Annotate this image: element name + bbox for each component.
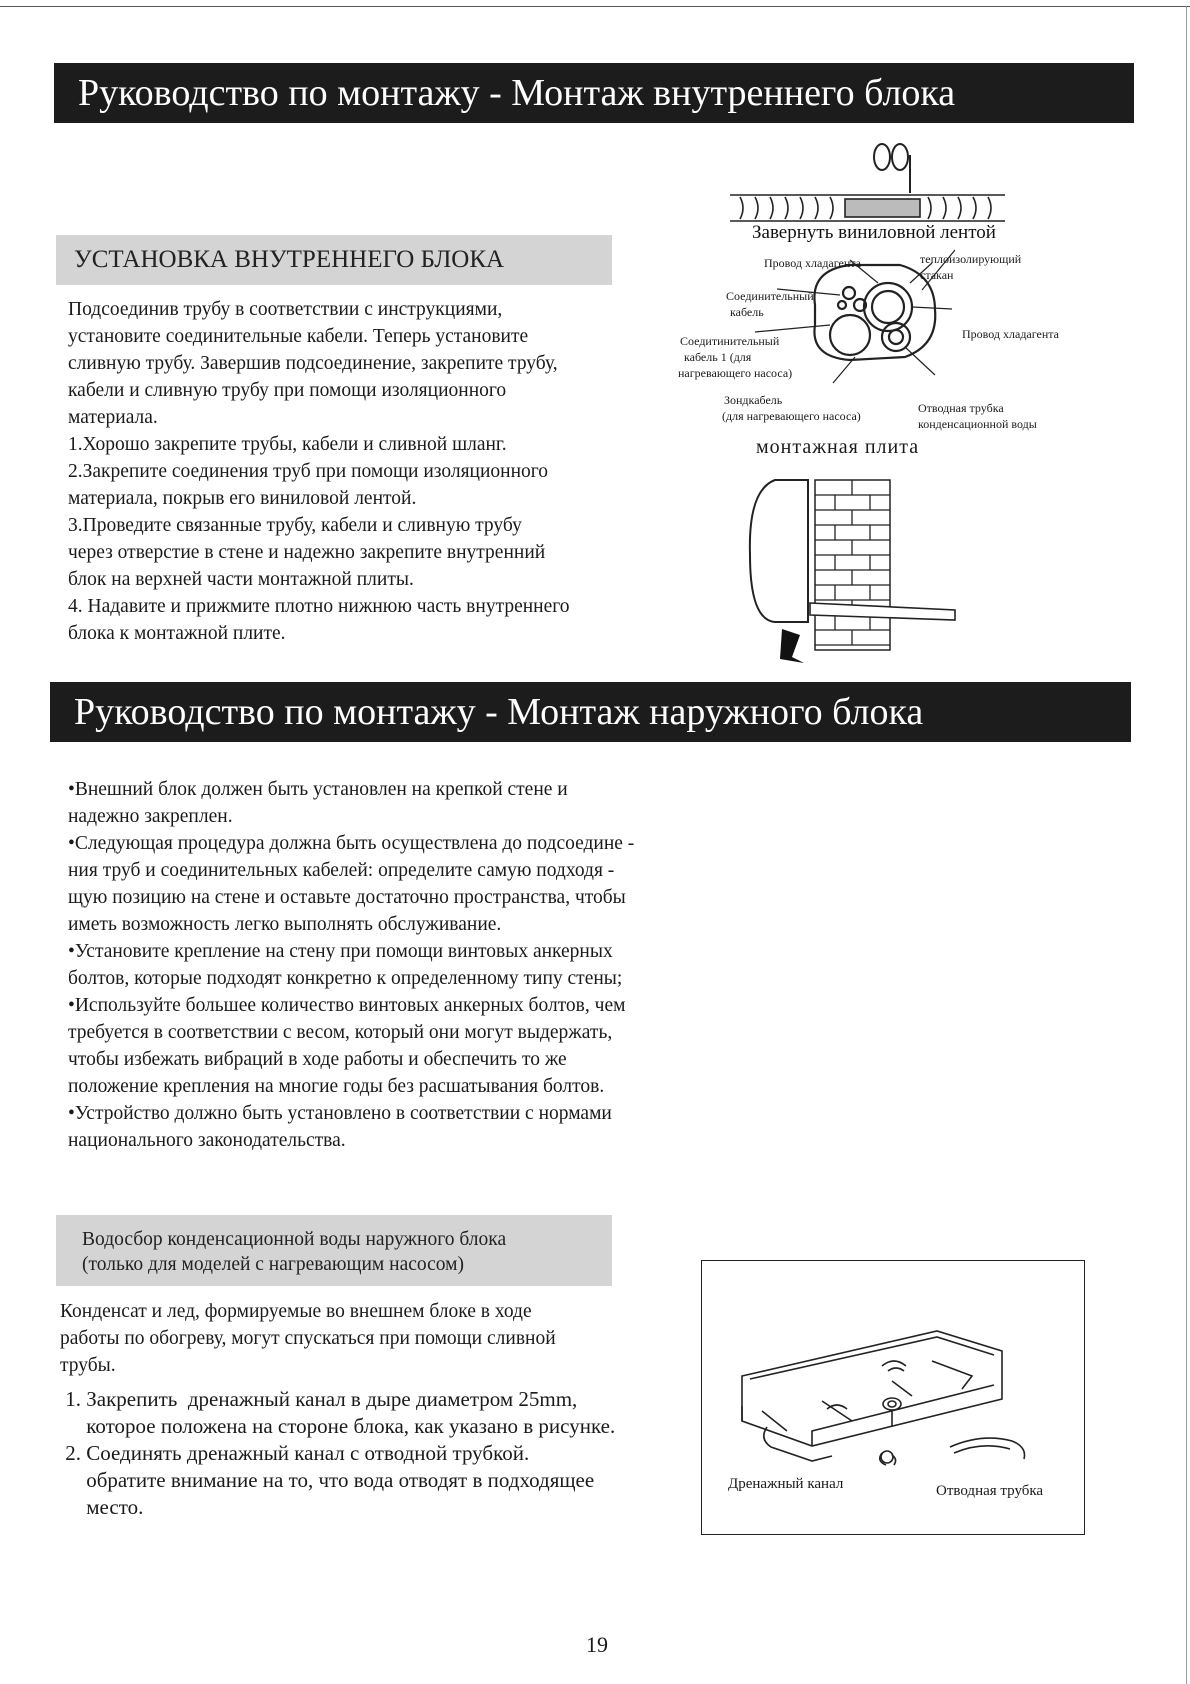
- text-line: •Установите крепление на стену при помощи винтовых анкерных: [68, 941, 613, 962]
- wrap-label: Завернуть виниловной лентой: [752, 222, 996, 243]
- text-line: 1.Хорошо закрепите трубы, кабели и сливной шланг.: [68, 434, 507, 455]
- text-line: блок на верхней части монтажной плиты.: [68, 569, 414, 590]
- tape-coil-drawing: [874, 144, 910, 193]
- text-line: требуется в соответствии с весом, который они могут выдержать,: [68, 1022, 613, 1043]
- text-line: •Следующая процедура должна быть осуществлена до подсоедине -: [68, 833, 635, 854]
- text-line: ния труб и соединительных кабелей: определите самую подходя -: [68, 860, 615, 881]
- page-number: 19: [586, 1632, 608, 1657]
- label-mounting-plate: монтажная плита: [756, 436, 920, 458]
- text-line: 2. Соединять дренажный канал с отводной трубкой.: [60, 1441, 530, 1465]
- right-rule: [1186, 6, 1187, 1684]
- text-line: положение крепления на многие годы без расшатывания болтов.: [68, 1076, 605, 1097]
- text-line: сливную трубу. Завершив подсоединение, закрепите трубу,: [68, 353, 558, 374]
- label-drain-b: конденсационной воды: [918, 417, 1037, 431]
- text-line: работы по обогреву, могут спускаться при помощи сливной: [60, 1328, 556, 1349]
- section-title-indoor: Руководство по монтажу - Монтаж внутреннего блока: [54, 63, 1134, 123]
- text-line: Подсоединив трубу в соответствии с инструкциями,: [68, 299, 503, 320]
- label-drain-tube: Отводная трубка: [936, 1483, 1044, 1499]
- text-line: •Устройство должно быть установлено в соответствии с нормами: [68, 1103, 612, 1124]
- wall-mount-drawing: [750, 480, 955, 663]
- label-drain-a: Отводная трубка: [918, 401, 1004, 415]
- label-cable1-c: нагревающего насоса): [678, 366, 793, 380]
- subheading-drain-line-1: Водосбор конденсационной воды наружного блока: [82, 1229, 507, 1250]
- text-line: блока к монтажной плите.: [68, 623, 286, 644]
- subheading-drain-line-2: (только для моделей с нагревающим насосом): [82, 1254, 464, 1275]
- text-line: 2.Закрепите соединения труб при помощи изоляционного: [68, 461, 549, 482]
- text-line: 4. Надавите и прижмите плотно нижнюю часть внутреннего: [68, 596, 570, 617]
- text-line: •Используйте большее количество винтовых анкерных болтов, чем: [68, 995, 626, 1016]
- text-line: через отверстие в стене и надежно закрепите внутренний: [68, 542, 546, 563]
- text-line: установите соединительные кабели. Теперь установите: [68, 326, 529, 347]
- drain-figure-box: [701, 1260, 1085, 1535]
- text-line: Конденсат и лед, формируемые во внешнем блоке в ходе: [60, 1301, 532, 1322]
- text-line: чтобы избежать вибраций в ходе работы и обеспечить то же: [68, 1049, 567, 1070]
- label-cable1-b: кабель 1 (для: [684, 350, 752, 364]
- text-line: материала.: [68, 407, 158, 428]
- text-line: которое положена на стороне блока, как указано в рисунке.: [60, 1414, 616, 1438]
- text-line: болтов, которые подходят конкретно к определенному типу стены;: [68, 968, 623, 989]
- label-cable1-a: Соедитинительный: [680, 334, 780, 348]
- text-line: иметь возможность легко выполнять обслуживание.: [68, 914, 502, 935]
- label-probe-a: Зондкабель: [724, 393, 783, 407]
- text-line: место.: [60, 1495, 144, 1519]
- text-line: кабели и сливную трубу при помощи изоляционного: [68, 380, 507, 401]
- label-probe-b: (для нагревающего насоса): [722, 409, 861, 423]
- indoor-instructions: [68, 296, 570, 647]
- top-rule: [0, 6, 1190, 7]
- label-connecting-cable-1: Соединительный: [726, 289, 814, 303]
- text-line: 3.Проведите связанные трубу, кабели и сливную трубу: [68, 515, 522, 536]
- text-line: •Внешний блок должен быть установлен на крепкой стене и: [68, 779, 568, 800]
- label-refrigerant-pipe-2: Провод хладагента: [962, 327, 1059, 341]
- label-insulation-1: теплоизолирующий: [920, 252, 1022, 266]
- label-drain-channel: Дренажный канал: [728, 1476, 844, 1492]
- drain-steps: [60, 1386, 615, 1521]
- text-line: щую позицию на стене и оставьте достаточно пространства, чтобы: [68, 887, 626, 908]
- label-insulation-2: стакан: [920, 268, 954, 282]
- subheading-drain: [56, 1215, 612, 1286]
- pipe-cross-section: [814, 265, 935, 360]
- text-line: 1. Закрепить дренажный канал в дыре диаметром 25mm,: [60, 1387, 578, 1411]
- text-line: трубы.: [60, 1355, 116, 1376]
- text-line: надежно закреплен.: [68, 806, 233, 827]
- outdoor-instructions: [68, 776, 634, 1154]
- wrapped-pipe-drawing: [730, 195, 1005, 221]
- label-connecting-cable-2: кабель: [730, 305, 764, 319]
- text-line: материала, покрыв его виниловой лентой.: [68, 488, 417, 509]
- drain-intro: [60, 1298, 556, 1379]
- label-refrigerant-pipe-1: Провод хладагента: [764, 256, 861, 270]
- subheading-indoor: УСТАНОВКА ВНУТРЕННЕГО БЛОКА: [56, 235, 612, 285]
- text-line: национального законодательства.: [68, 1130, 346, 1151]
- text-line: обратите внимание на то, что вода отводят в подходящее: [60, 1468, 595, 1492]
- section-title-outdoor: Руководство по монтажу - Монтаж наружного блока: [50, 682, 1131, 742]
